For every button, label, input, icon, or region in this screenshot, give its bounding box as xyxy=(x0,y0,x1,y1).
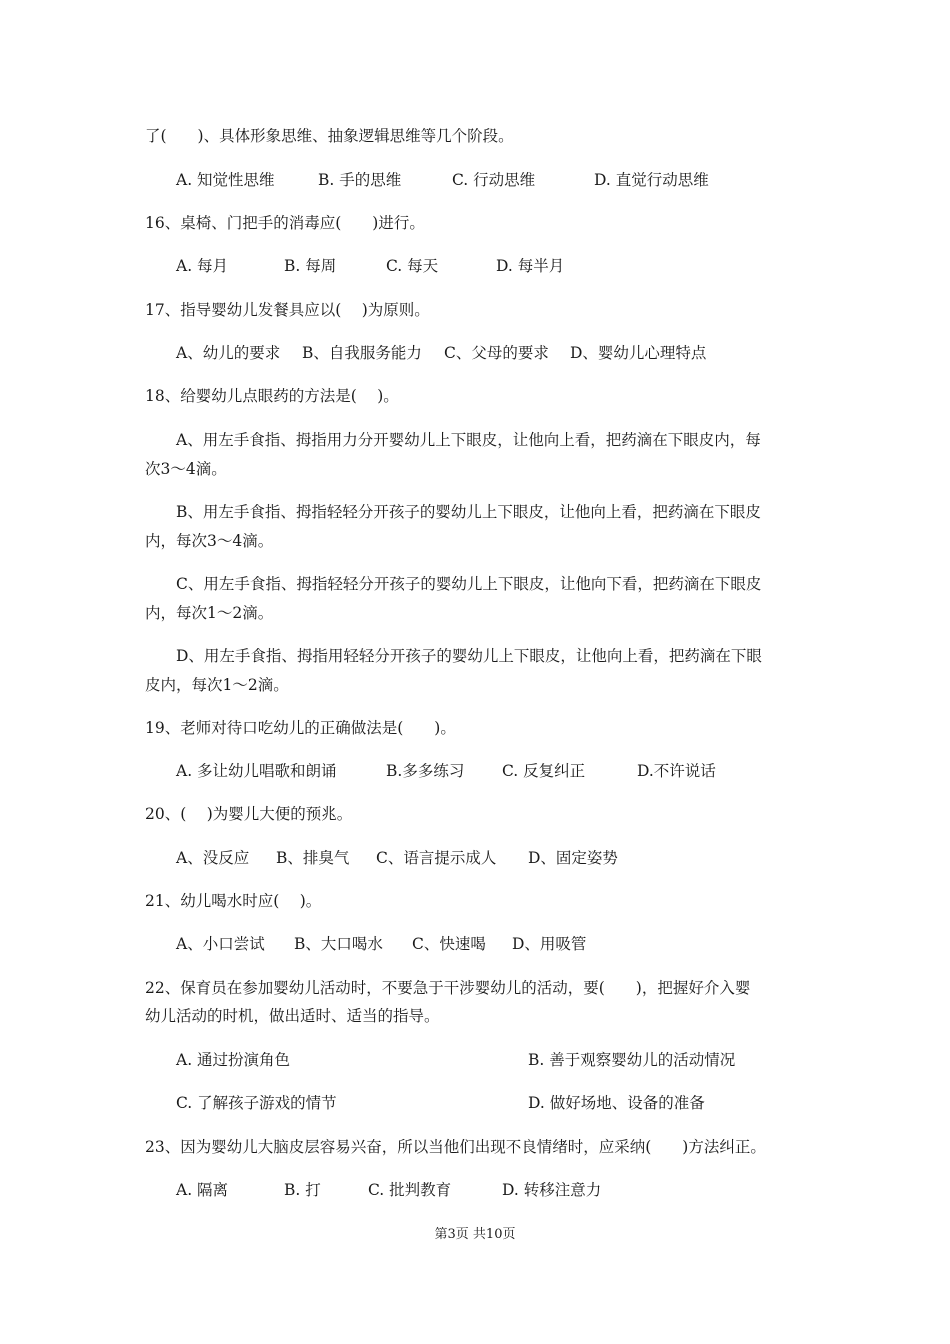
q23-option-a: A. 隔离 xyxy=(176,1181,229,1199)
q23-option-b: B. 打 xyxy=(284,1181,321,1199)
q23-option-d: D. 转移注意力 xyxy=(502,1181,602,1199)
question-16: 16、桌椅、门把手的消毒应( )进行。 xyxy=(145,214,425,232)
q21-option-d: D、用吸管 xyxy=(512,935,587,953)
q19-option-a: A. 多让幼儿唱歌和朗诵 xyxy=(176,762,337,780)
q20-option-a: A、没反应 xyxy=(176,849,250,867)
q15-option-d: D. 直觉行动思维 xyxy=(594,171,709,189)
q20-option-c: C、语言提示成人 xyxy=(376,849,497,867)
q22-option-a: A. 通过扮演角色 xyxy=(176,1051,291,1069)
q15-option-c: C. 行动思维 xyxy=(452,171,536,189)
q20-option-d: D、固定姿势 xyxy=(528,849,618,867)
q18-option-b-line2: 内，每次3～4滴。 xyxy=(145,532,274,550)
q21-option-a: A、小口尝试 xyxy=(176,935,265,953)
q15-option-b: B. 手的思维 xyxy=(318,171,402,189)
q18-option-c-line2: 内，每次1～2滴。 xyxy=(145,604,274,622)
q22-option-c: C. 了解孩子游戏的情节 xyxy=(176,1094,337,1112)
q19-option-d: D.不许说话 xyxy=(637,762,716,780)
q18-option-c-line1: C、用左手食指、拇指轻轻分开孩子的婴幼儿上下眼皮，让他向下看，把药滴在下眼皮 xyxy=(176,575,762,593)
q22-option-b: B. 善于观察婴幼儿的活动情况 xyxy=(528,1051,736,1069)
q19-option-c: C. 反复纠正 xyxy=(502,762,586,780)
question-22-line2: 幼儿活动的时机，做出适时、适当的指导。 xyxy=(145,1007,440,1025)
question-19: 19、老师对待口吃幼儿的正确做法是( )。 xyxy=(145,719,456,737)
question-23: 23、因为婴幼儿大脑皮层容易兴奋，所以当他们出现不良情绪时，应采纳( )方法纠正。 xyxy=(145,1138,766,1156)
question-17: 17、指导婴幼儿发餐具应以( )为原则。 xyxy=(145,301,430,319)
question-15-continuation: 了( )、具体形象思维、抽象逻辑思维等几个阶段。 xyxy=(145,127,514,145)
q23-option-c: C. 批判教育 xyxy=(368,1181,452,1199)
q18-option-a-line2: 次3～4滴。 xyxy=(145,460,227,478)
q22-option-d: D. 做好场地、设备的准备 xyxy=(528,1094,705,1112)
q17-option-d: D、婴幼儿心理特点 xyxy=(570,344,707,362)
q16-option-a: A. 每月 xyxy=(176,257,229,275)
q18-option-a-line1: A、用左手食指、拇指用力分开婴幼儿上下眼皮，让他向上看，把药滴在下眼皮内，每 xyxy=(176,431,761,449)
q21-option-c: C、快速喝 xyxy=(412,935,486,953)
question-22-line1: 22、保育员在参加婴幼儿活动时，不要急于干涉婴幼儿的活动，要( )，把握好介入婴 xyxy=(145,979,751,997)
q17-option-c: C、父母的要求 xyxy=(444,344,549,362)
question-18: 18、给婴幼儿点眼药的方法是( )。 xyxy=(145,387,399,405)
q16-option-b: B. 每周 xyxy=(284,257,337,275)
q17-option-b: B、自我服务能力 xyxy=(302,344,422,362)
page-number-footer: 第3页 共10页 xyxy=(434,1227,516,1242)
q16-option-d: D. 每半月 xyxy=(496,257,565,275)
q21-option-b: B、大口喝水 xyxy=(294,935,383,953)
q17-option-a: A、幼儿的要求 xyxy=(176,344,281,362)
question-21: 21、幼儿喝水时应( )。 xyxy=(145,892,322,910)
q18-option-d-line1: D、用左手食指、拇指用轻轻分开孩子的婴幼儿上下眼皮，让他向上看，把药滴在下眼 xyxy=(176,647,762,665)
question-20: 20、( )为婴儿大便的预兆。 xyxy=(145,805,353,823)
q15-option-a: A. 知觉性思维 xyxy=(176,171,275,189)
q18-option-d-line2: 皮内，每次1～2滴。 xyxy=(145,676,289,694)
q20-option-b: B、排臭气 xyxy=(276,849,350,867)
q19-option-b: B.多多练习 xyxy=(386,762,465,780)
q16-option-c: C. 每天 xyxy=(386,257,439,275)
q18-option-b-line1: B、用左手食指、拇指轻轻分开孩子的婴幼儿上下眼皮，让他向上看，把药滴在下眼皮 xyxy=(176,503,761,521)
